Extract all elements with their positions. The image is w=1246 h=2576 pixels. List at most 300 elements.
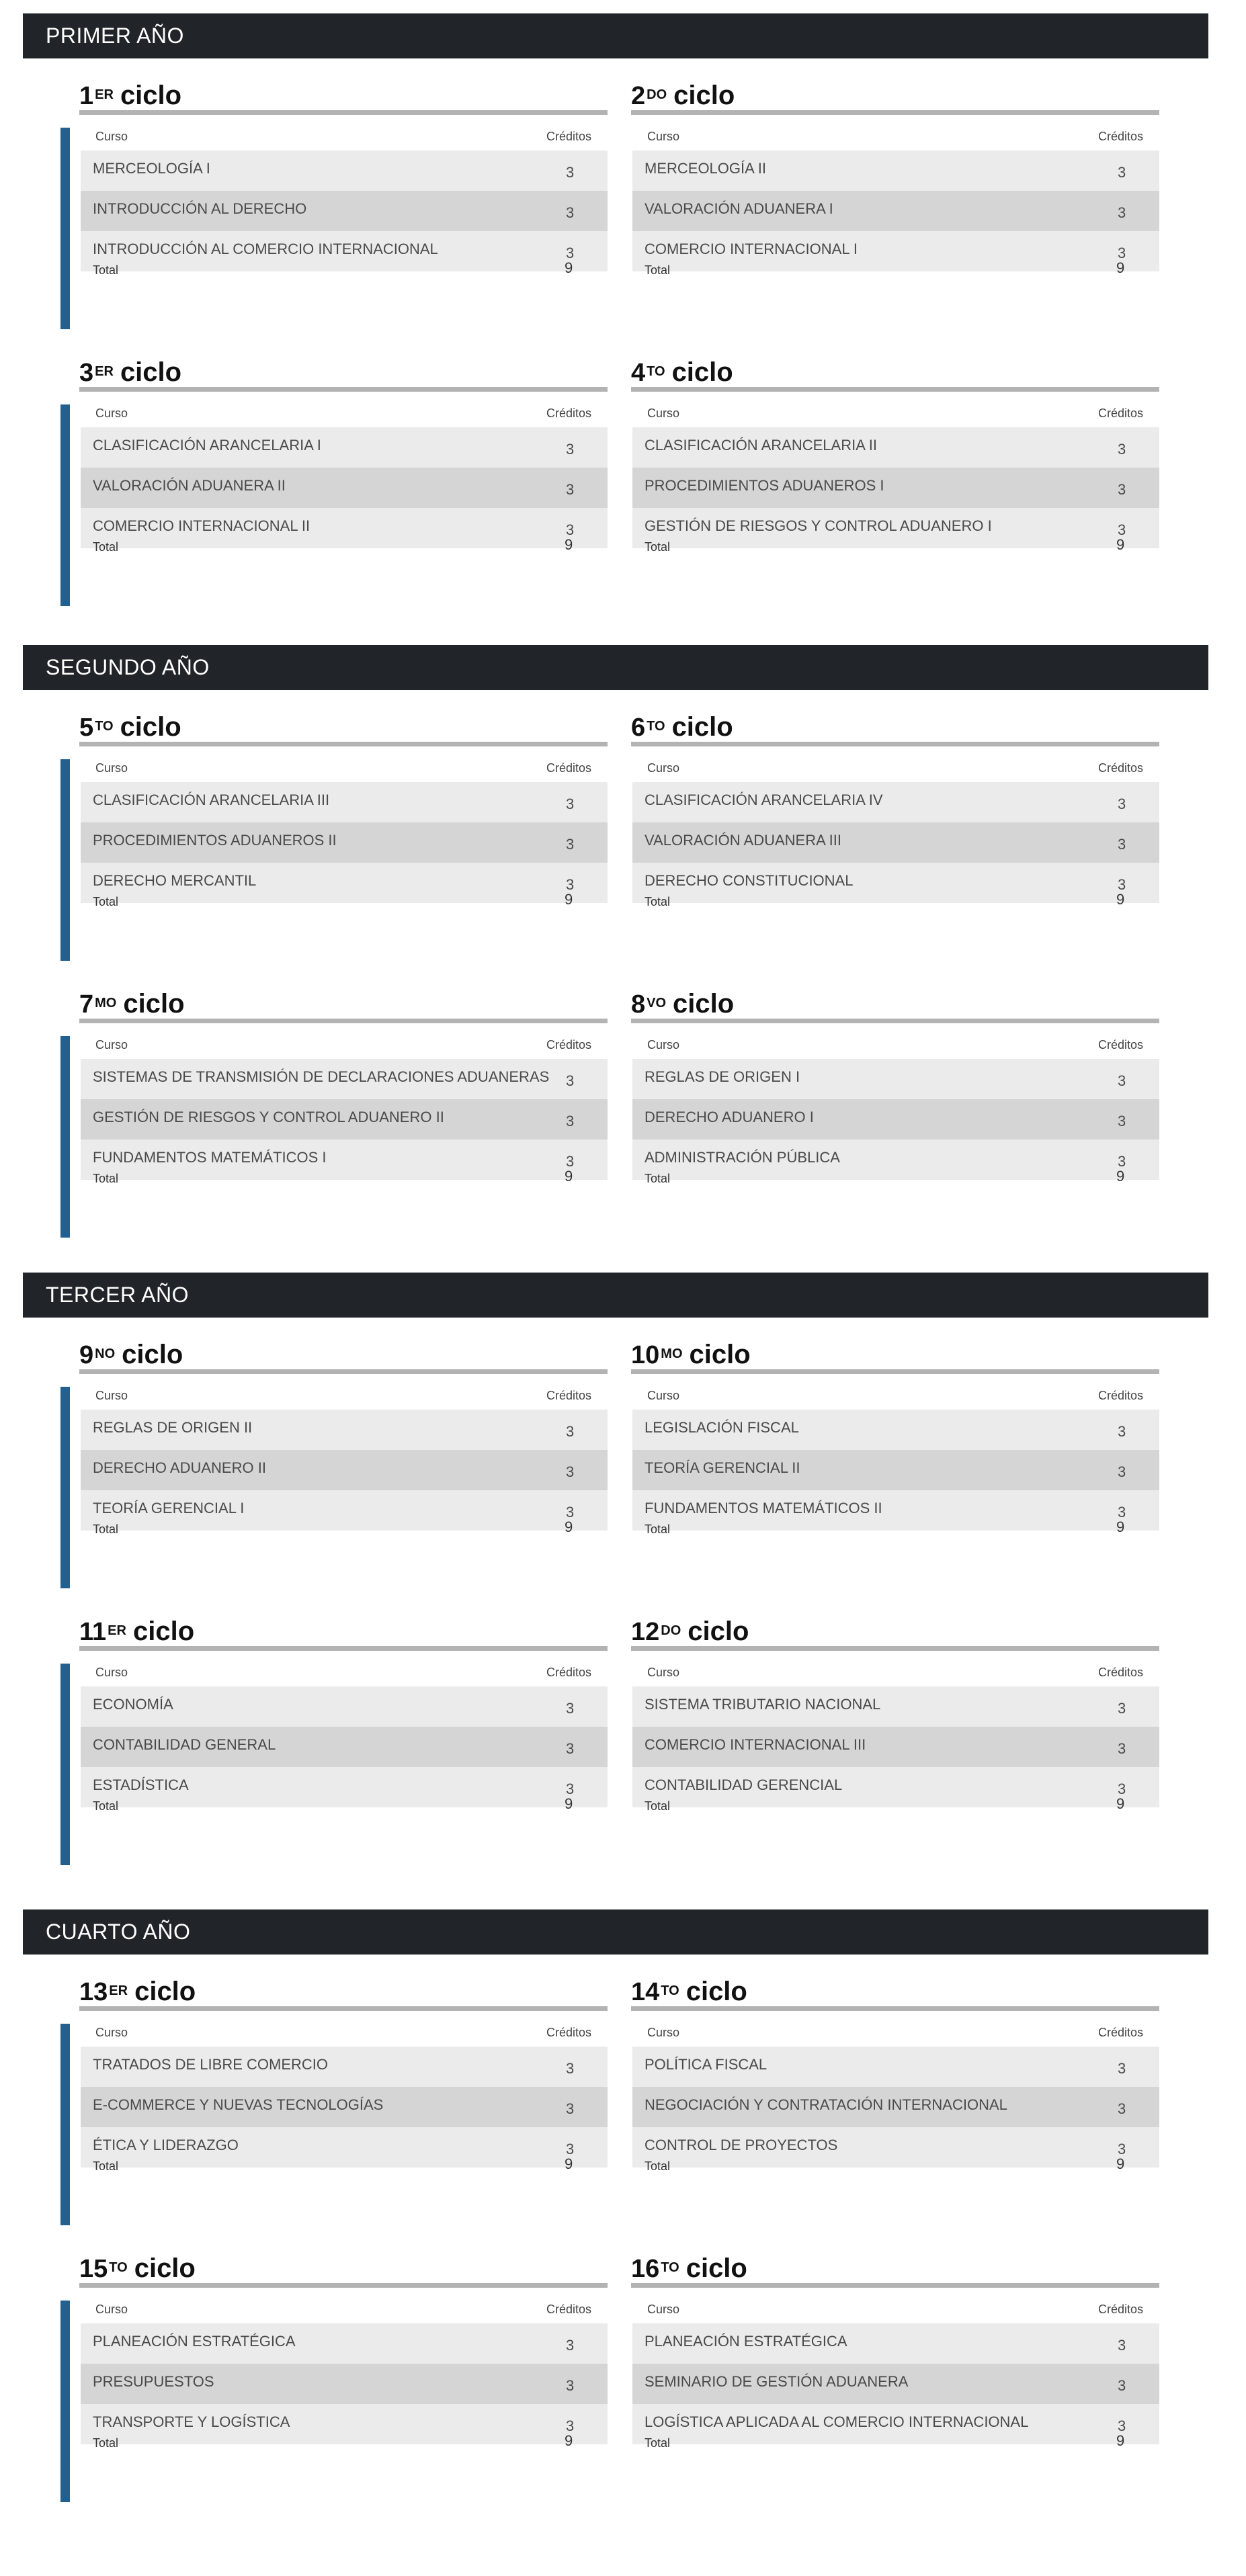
ciclo-ordinal-suffix: ER xyxy=(95,364,114,379)
course-name: MERCEOLOGÍA II xyxy=(645,160,766,177)
total-credits: 9 xyxy=(1116,259,1125,276)
course-credits: 3 xyxy=(1118,481,1126,498)
title-underline xyxy=(79,387,608,392)
total-label: Total xyxy=(645,2159,671,2173)
ciclo-ordinal-suffix: MO xyxy=(95,996,117,1011)
ciclo-title xyxy=(631,1340,751,1369)
course-credits: 3 xyxy=(1118,1700,1126,1717)
credits-column-header: Créditos xyxy=(1098,1038,1144,1051)
course-row xyxy=(81,1059,608,1099)
ciclo-ordinal-suffix: DO xyxy=(647,87,667,102)
ciclo-ordinal-suffix: NO xyxy=(95,1346,116,1361)
total-credits: 9 xyxy=(565,891,573,908)
ciclo-number: 4 xyxy=(631,359,646,387)
ciclo-table xyxy=(79,2253,608,2455)
credits-column-header: Créditos xyxy=(546,1038,592,1051)
credits-column-header: Créditos xyxy=(1098,406,1144,420)
course-column-header: Curso xyxy=(647,761,680,775)
course-credits: 3 xyxy=(566,2060,575,2077)
course-column-header: Curso xyxy=(95,130,128,143)
course-name: GESTIÓN DE RIESGOS Y CONTROL ADUANERO II xyxy=(93,1109,444,1125)
course-credits: 3 xyxy=(566,1463,575,1480)
course-row xyxy=(81,2404,608,2444)
course-row xyxy=(81,2364,608,2404)
course-column-header: Curso xyxy=(95,761,128,775)
ciclo-title xyxy=(79,1617,194,1646)
course-credits: 3 xyxy=(1118,2100,1126,2117)
course-credits: 3 xyxy=(1118,1072,1126,1089)
course-name: TRATADOS DE LIBRE COMERCIO xyxy=(93,2056,329,2073)
ciclo-table xyxy=(79,1340,608,1541)
ciclo-table xyxy=(79,1977,608,2178)
course-row xyxy=(632,1686,1159,1727)
course-credits: 3 xyxy=(1118,876,1126,893)
accent-bar xyxy=(60,1387,70,1588)
course-name: LEGISLACIÓN FISCAL xyxy=(645,1419,799,1436)
course-name: INTRODUCCIÓN AL COMERCIO INTERNACIONAL xyxy=(93,241,438,257)
course-row xyxy=(81,1099,608,1140)
course-credits: 3 xyxy=(566,481,575,498)
course-row xyxy=(81,427,608,468)
course-name: SEMINARIO DE GESTIÓN ADUANERA xyxy=(645,2373,909,2390)
course-name: CLASIFICACIÓN ARANCELARIA I xyxy=(93,437,321,454)
course-credits: 3 xyxy=(566,2377,575,2394)
course-row xyxy=(81,822,608,863)
course-row xyxy=(81,508,608,548)
course-name: VALORACIÓN ADUANERA II xyxy=(93,477,286,494)
course-row xyxy=(81,2047,608,2087)
course-column-header: Curso xyxy=(95,406,128,420)
ciclo-number: 2 xyxy=(631,82,646,110)
ciclo-ordinal-suffix: DO xyxy=(661,1623,681,1638)
course-credits: 3 xyxy=(566,836,575,853)
course-row xyxy=(632,822,1159,863)
ciclo-table xyxy=(79,1617,608,1818)
course-credits: 3 xyxy=(566,2337,575,2354)
course-row xyxy=(632,468,1159,508)
course-column-header: Curso xyxy=(647,1389,680,1402)
course-row xyxy=(81,2087,608,2127)
ciclo-table xyxy=(631,1977,1159,2178)
accent-bar xyxy=(60,1036,70,1238)
course-name: ÉTICA Y LIDERAZGO xyxy=(93,2137,239,2153)
course-credits: 3 xyxy=(566,1423,575,1440)
course-row xyxy=(81,2323,608,2364)
course-credits: 3 xyxy=(566,1504,575,1520)
course-credits: 3 xyxy=(566,876,575,893)
course-name: VALORACIÓN ADUANERA I xyxy=(645,200,833,217)
ciclo-ordinal-suffix: VO xyxy=(647,996,667,1011)
ciclo-title xyxy=(631,81,735,110)
course-name: COMERCIO INTERNACIONAL II xyxy=(93,517,310,534)
course-credits: 3 xyxy=(1118,2141,1126,2157)
credits-column-header: Créditos xyxy=(546,1666,592,1679)
course-name: PRESUPUESTOS xyxy=(93,2373,214,2390)
course-credits: 3 xyxy=(566,164,575,181)
ciclo-table xyxy=(631,712,1159,914)
course-name: TRANSPORTE Y LOGÍSTICA xyxy=(93,2413,290,2430)
ciclo-word: ciclo xyxy=(134,1977,196,2006)
accent-bar xyxy=(60,2301,70,2502)
ciclo-ordinal-suffix: TO xyxy=(95,719,114,734)
total-label: Total xyxy=(645,2436,671,2450)
course-name: COMERCIO INTERNACIONAL I xyxy=(645,241,858,257)
course-row xyxy=(632,1140,1159,1180)
course-row xyxy=(81,1686,608,1727)
course-credits: 3 xyxy=(566,2100,575,2117)
ciclo-word: ciclo xyxy=(689,1340,751,1369)
course-name: NEGOCIACIÓN Y CONTRATACIÓN INTERNACIONAL xyxy=(645,2096,1007,2113)
course-credits: 3 xyxy=(1118,2417,1126,2434)
course-credits: 3 xyxy=(566,1700,575,1717)
course-row xyxy=(632,863,1159,903)
course-name: VALORACIÓN ADUANERA III xyxy=(645,832,842,849)
course-column-header: Curso xyxy=(95,2026,128,2039)
course-name: DERECHO MERCANTIL xyxy=(93,872,257,889)
ciclo-title xyxy=(79,712,181,742)
course-name: PROCEDIMIENTOS ADUANEROS I xyxy=(645,477,884,494)
total-credits: 9 xyxy=(1116,891,1125,908)
total-credits: 9 xyxy=(565,1518,573,1535)
course-row xyxy=(632,1727,1159,1767)
ciclo-ordinal-suffix: ER xyxy=(95,87,114,102)
ciclo-title xyxy=(79,989,185,1019)
ciclo-title xyxy=(79,357,181,387)
title-underline xyxy=(79,1369,608,1374)
ciclo-ordinal-suffix: ER xyxy=(108,1623,126,1638)
course-credits: 3 xyxy=(1118,2337,1126,2354)
course-name: TEORÍA GERENCIAL II xyxy=(645,1459,800,1476)
course-column-header: Curso xyxy=(95,1389,128,1402)
ciclo-number: 1 xyxy=(79,82,94,110)
title-underline xyxy=(631,742,1159,746)
course-credits: 3 xyxy=(566,1072,575,1089)
total-label: Total xyxy=(645,1799,671,1813)
course-credits: 3 xyxy=(566,796,575,812)
ciclo-number: 3 xyxy=(79,359,94,387)
total-label: Total xyxy=(645,1522,671,1536)
course-column-header: Curso xyxy=(647,1666,680,1679)
course-name: SISTEMA TRIBUTARIO NACIONAL xyxy=(645,1696,881,1713)
ciclo-table xyxy=(79,712,608,914)
ciclo-title xyxy=(631,2253,747,2283)
course-row xyxy=(632,1099,1159,1140)
course-row xyxy=(81,1767,608,1807)
total-label: Total xyxy=(93,1172,119,1185)
credits-column-header: Créditos xyxy=(1098,1389,1144,1402)
course-name: PROCEDIMIENTOS ADUANEROS II xyxy=(93,832,337,849)
course-row xyxy=(81,1727,608,1767)
ciclo-title xyxy=(631,989,734,1019)
course-column-header: Curso xyxy=(95,1038,128,1051)
title-underline xyxy=(631,1369,1159,1374)
course-credits: 3 xyxy=(566,1740,575,1757)
course-column-header: Curso xyxy=(647,130,680,143)
course-name: CONTROL DE PROYECTOS xyxy=(645,2137,838,2153)
course-credits: 3 xyxy=(1118,441,1126,458)
ciclo-number: 12 xyxy=(631,1618,660,1646)
course-row xyxy=(632,2047,1159,2087)
course-credits: 3 xyxy=(1118,1504,1126,1520)
course-credits: 3 xyxy=(1118,1423,1126,1440)
total-label: Total xyxy=(93,540,119,554)
total-credits: 9 xyxy=(1116,2432,1125,2449)
title-underline xyxy=(79,2006,608,2011)
course-row xyxy=(632,1450,1159,1490)
ciclo-ordinal-suffix: MO xyxy=(661,1346,683,1361)
course-credits: 3 xyxy=(566,2141,575,2157)
course-name: PLANEACIÓN ESTRATÉGICA xyxy=(645,2333,847,2350)
ciclo-word: ciclo xyxy=(686,2253,747,2283)
credits-column-header: Créditos xyxy=(1098,1666,1144,1679)
title-underline xyxy=(631,2283,1159,2288)
ciclo-title xyxy=(631,1617,749,1646)
credits-column-header: Créditos xyxy=(546,130,592,143)
total-credits: 9 xyxy=(1116,1795,1125,1812)
course-name: DERECHO ADUANERO I xyxy=(645,1109,814,1125)
title-underline xyxy=(631,2006,1159,2011)
ciclo-number: 15 xyxy=(79,2255,108,2283)
title-underline xyxy=(631,1646,1159,1651)
course-credits: 3 xyxy=(1118,521,1126,538)
credits-column-header: Créditos xyxy=(1098,2026,1144,2039)
course-credits: 3 xyxy=(1118,2060,1126,2077)
total-credits: 9 xyxy=(1116,2155,1125,2172)
accent-bar xyxy=(60,759,70,961)
title-underline xyxy=(79,110,608,115)
ciclo-word: ciclo xyxy=(120,712,181,742)
course-name: REGLAS DE ORIGEN II xyxy=(93,1419,253,1436)
total-credits: 9 xyxy=(565,1168,573,1185)
course-credits: 3 xyxy=(566,1780,575,1797)
total-credits: 9 xyxy=(565,536,573,553)
course-row xyxy=(81,863,608,903)
ciclo-table xyxy=(631,357,1159,559)
ciclo-word: ciclo xyxy=(120,81,182,110)
ciclo-word: ciclo xyxy=(673,81,735,110)
course-column-header: Curso xyxy=(95,2303,128,2316)
year-header: TERCER AÑO xyxy=(23,1273,1208,1318)
ciclo-title xyxy=(79,81,181,110)
course-row xyxy=(632,508,1159,548)
course-row xyxy=(632,1767,1159,1807)
course-row xyxy=(81,1450,608,1490)
course-name: REGLAS DE ORIGEN I xyxy=(645,1068,800,1085)
course-name: MERCEOLOGÍA I xyxy=(93,160,210,177)
ciclo-number: 5 xyxy=(79,714,94,742)
total-label: Total xyxy=(93,1799,119,1813)
course-column-header: Curso xyxy=(95,1666,128,1679)
course-row xyxy=(81,2127,608,2167)
ciclo-number: 16 xyxy=(631,2255,660,2283)
course-row xyxy=(81,1410,608,1450)
course-credits: 3 xyxy=(566,245,575,261)
year-header: PRIMER AÑO xyxy=(23,13,1208,58)
ciclo-table xyxy=(631,1617,1159,1818)
course-name: CLASIFICACIÓN ARANCELARIA IV xyxy=(645,791,883,808)
course-name: DERECHO CONSTITUCIONAL xyxy=(645,872,854,889)
ciclo-word: ciclo xyxy=(673,989,735,1019)
course-credits: 3 xyxy=(1118,204,1126,221)
course-row xyxy=(81,782,608,822)
ciclo-table xyxy=(631,989,1159,1191)
total-label: Total xyxy=(93,1522,119,1536)
course-name: LOGÍSTICA APLICADA AL COMERCIO INTERNACIONAL xyxy=(645,2413,1029,2430)
ciclo-word: ciclo xyxy=(122,1340,183,1369)
ciclo-ordinal-suffix: TO xyxy=(647,719,665,734)
course-row xyxy=(632,151,1159,191)
course-column-header: Curso xyxy=(647,406,680,420)
ciclo-table xyxy=(631,81,1159,282)
ciclo-number: 8 xyxy=(631,990,646,1019)
ciclo-table xyxy=(79,81,608,282)
title-underline xyxy=(79,742,608,746)
ciclo-word: ciclo xyxy=(688,1617,749,1646)
course-row xyxy=(632,231,1159,271)
total-label: Total xyxy=(645,263,671,277)
course-row xyxy=(632,782,1159,822)
ciclo-number: 7 xyxy=(79,990,94,1019)
accent-bar xyxy=(60,1664,70,1865)
ciclo-word: ciclo xyxy=(686,1977,747,2006)
course-column-header: Curso xyxy=(647,1038,680,1051)
total-label: Total xyxy=(645,895,671,908)
course-name: CONTABILIDAD GENERAL xyxy=(93,1736,276,1753)
course-row xyxy=(632,2364,1159,2404)
course-credits: 3 xyxy=(1118,164,1126,181)
ciclo-ordinal-suffix: TO xyxy=(661,2260,679,2275)
course-name: ADMINISTRACIÓN PÚBLICA xyxy=(645,1149,840,1166)
total-label: Total xyxy=(93,2436,119,2450)
credits-column-header: Créditos xyxy=(546,406,592,420)
ciclo-word: ciclo xyxy=(132,1617,195,1646)
ciclo-title xyxy=(79,1340,183,1369)
ciclo-table xyxy=(631,2253,1159,2455)
ciclo-word: ciclo xyxy=(120,357,182,387)
course-row xyxy=(632,2404,1159,2444)
course-name: PLANEACIÓN ESTRATÉGICA xyxy=(93,2333,296,2350)
course-row xyxy=(81,231,608,271)
course-name: FUNDAMENTOS MATEMÁTICOS II xyxy=(645,1500,882,1516)
course-name: ESTADÍSTICA xyxy=(93,1776,189,1793)
ciclo-word: ciclo xyxy=(671,357,733,387)
course-credits: 3 xyxy=(566,204,575,221)
course-credits: 3 xyxy=(1118,1153,1126,1170)
course-name: POLÍTICA FISCAL xyxy=(645,2056,767,2073)
course-column-header: Curso xyxy=(647,2026,680,2039)
total-credits: 9 xyxy=(1116,1518,1125,1535)
credits-column-header: Créditos xyxy=(1098,2303,1144,2316)
course-row xyxy=(81,468,608,508)
course-credits: 3 xyxy=(566,1113,575,1129)
course-name: CONTABILIDAD GERENCIAL xyxy=(645,1776,843,1793)
course-row xyxy=(632,1059,1159,1099)
credits-column-header: Créditos xyxy=(546,2026,592,2039)
title-underline xyxy=(631,1019,1159,1023)
title-underline xyxy=(79,2283,608,2288)
credits-column-header: Créditos xyxy=(546,1389,592,1402)
ciclo-ordinal-suffix: TO xyxy=(661,1983,679,1998)
ciclo-number: 10 xyxy=(631,1341,660,1369)
title-underline xyxy=(79,1019,608,1023)
total-label: Total xyxy=(93,2159,119,2173)
course-row xyxy=(632,191,1159,231)
course-row xyxy=(81,1140,608,1180)
ciclo-title xyxy=(631,712,733,742)
ciclo-title xyxy=(79,2253,196,2283)
course-credits: 3 xyxy=(566,441,575,458)
course-row xyxy=(81,191,608,231)
ciclo-table xyxy=(79,357,608,559)
course-credits: 3 xyxy=(1118,2377,1126,2394)
course-name: FUNDAMENTOS MATEMÁTICOS I xyxy=(93,1149,327,1166)
course-row xyxy=(632,427,1159,468)
course-row xyxy=(632,2127,1159,2167)
accent-bar xyxy=(60,128,70,329)
course-row xyxy=(632,2323,1159,2364)
ciclo-word: ciclo xyxy=(123,989,185,1019)
course-credits: 3 xyxy=(1118,1113,1126,1129)
total-credits: 9 xyxy=(565,259,573,276)
title-underline xyxy=(631,387,1159,392)
credits-column-header: Créditos xyxy=(1098,761,1144,775)
credits-column-header: Créditos xyxy=(546,2303,592,2316)
course-credits: 3 xyxy=(1118,245,1126,261)
credits-column-header: Créditos xyxy=(1098,130,1144,143)
ciclo-number: 14 xyxy=(631,1978,660,2006)
course-name: SISTEMAS DE TRANSMISIÓN DE DECLARACIONES ADUANERAS xyxy=(93,1068,550,1085)
course-credits: 3 xyxy=(1118,1740,1126,1757)
course-row xyxy=(632,1490,1159,1531)
ciclo-table xyxy=(79,989,608,1191)
course-credits: 3 xyxy=(1118,1463,1126,1480)
year-header: CUARTO AÑO xyxy=(23,1909,1208,1955)
total-credits: 9 xyxy=(565,1795,573,1812)
course-name: ECONOMÍA xyxy=(93,1696,173,1713)
course-credits: 3 xyxy=(566,521,575,538)
credits-column-header: Créditos xyxy=(546,761,592,775)
ciclo-number: 9 xyxy=(79,1341,94,1369)
course-name: INTRODUCCIÓN AL DERECHO xyxy=(93,200,307,217)
ciclo-ordinal-suffix: TO xyxy=(109,2260,128,2275)
total-label: Total xyxy=(93,895,119,908)
course-name: CLASIFICACIÓN ARANCELARIA II xyxy=(645,437,877,454)
ciclo-number: 11 xyxy=(79,1618,107,1646)
course-row xyxy=(632,1410,1159,1450)
ciclo-title xyxy=(631,1977,747,2006)
course-credits: 3 xyxy=(1118,836,1126,853)
total-label: Total xyxy=(645,1172,671,1185)
course-name: TEORÍA GERENCIAL I xyxy=(93,1500,245,1516)
total-label: Total xyxy=(645,540,671,554)
ciclo-ordinal-suffix: TO xyxy=(647,364,665,379)
course-row xyxy=(81,1490,608,1531)
course-credits: 3 xyxy=(566,2417,575,2434)
total-credits: 9 xyxy=(1116,1168,1125,1185)
ciclo-title xyxy=(79,1977,196,2006)
ciclo-number: 13 xyxy=(79,1978,108,2006)
ciclo-ordinal-suffix: ER xyxy=(109,1983,128,1998)
total-credits: 9 xyxy=(565,2432,573,2449)
accent-bar xyxy=(60,2024,70,2225)
course-name: CLASIFICACIÓN ARANCELARIA III xyxy=(93,791,330,808)
total-credits: 9 xyxy=(565,2155,573,2172)
ciclo-table xyxy=(631,1340,1159,1541)
course-credits: 3 xyxy=(1118,796,1126,812)
course-name: GESTIÓN DE RIESGOS Y CONTROL ADUANERO I xyxy=(645,517,992,534)
course-credits: 3 xyxy=(566,1153,575,1170)
total-label: Total xyxy=(93,263,119,277)
